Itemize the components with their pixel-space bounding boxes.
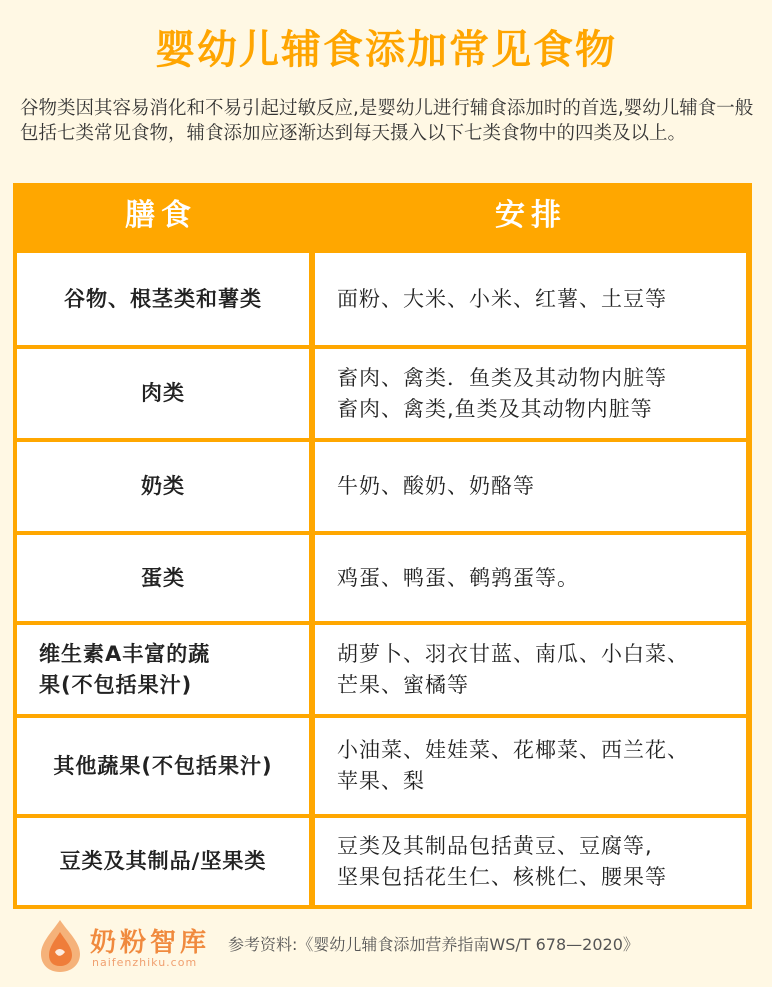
plan-text: 面粉、大米、小米、红薯、土豆等 <box>337 286 667 311</box>
page-title: 婴幼儿辅食添加常见食物 <box>155 27 617 73</box>
diet-text: 谷物、根茎类和薯类 <box>64 286 262 311</box>
diet-cell <box>17 442 309 531</box>
brand-name: 奶粉智库 <box>90 928 211 958</box>
diet-cell <box>17 625 309 714</box>
plan-cell <box>315 535 746 621</box>
table-row <box>13 535 752 621</box>
plan-cell <box>315 718 746 814</box>
table-header <box>13 183 752 249</box>
plan-cell <box>315 818 746 905</box>
plan-text: 芒果、蜜橘等 <box>337 672 469 697</box>
plan-text: 小油菜、娃娃菜、花椰菜、西兰花、 <box>337 738 689 762</box>
diet-cell <box>17 349 309 438</box>
intro-paragraph: 谷物类因其容易消化和不易引起过敏反应,是婴幼儿进行辅食添加时的首选,婴幼儿辅食一般包括七类常见食物，辅食添加应逐渐达到每天摄入以下七类食物中的四类及以上。 <box>20 98 754 144</box>
plan-text: 苹果、梨 <box>337 769 425 793</box>
plan-cell <box>315 625 746 714</box>
plan-text: 鸡蛋、鸭蛋、鹌鹑蛋等。 <box>337 565 579 590</box>
plan-text: 坚果包括花生仁、核桃仁、腰果等 <box>337 864 667 889</box>
diet-text: 维生素A丰富的蔬 <box>39 641 211 666</box>
header-plan: 安排 <box>495 198 567 233</box>
table-row <box>13 718 752 814</box>
diet-cell <box>17 718 309 814</box>
brand-logo <box>38 918 218 974</box>
diet-text: 奶类 <box>141 474 185 498</box>
plan-cell <box>315 253 746 345</box>
diet-cell <box>17 535 309 621</box>
table-row <box>13 625 752 714</box>
plan-text: 胡萝卜、羽衣甘蓝、南瓜、小白菜、 <box>337 641 689 666</box>
plan-text: 畜肉、禽类,鱼类及其动物内脏等 <box>337 396 653 421</box>
plan-text: 豆类及其制品包括黄豆、豆腐等, <box>337 833 653 858</box>
diet-cell <box>17 253 309 345</box>
diet-cell <box>17 818 309 905</box>
diet-text: 肉类 <box>141 381 185 405</box>
table-row <box>13 442 752 531</box>
food-table <box>13 183 752 909</box>
header-diet: 膳食 <box>125 198 197 233</box>
table-row <box>13 349 752 438</box>
reference-note: 参考资料:《婴幼儿辅食添加营养指南WS/T 678—2020》 <box>228 935 639 954</box>
plan-text: 牛奶、酸奶、奶酪等 <box>337 474 535 498</box>
brand-domain: naifenzhiku.com <box>92 956 198 969</box>
diet-text: 果(不包括果汁) <box>39 672 193 697</box>
plan-cell <box>315 442 746 531</box>
table-row <box>13 818 752 905</box>
plan-text: 畜肉、禽类．鱼类及其动物内脏等 <box>337 365 667 390</box>
table-row <box>13 253 752 345</box>
plan-cell <box>315 349 746 438</box>
diet-text: 豆类及其制品/坚果类 <box>59 849 267 873</box>
diet-text: 其他蔬果(不包括果汁) <box>53 753 273 778</box>
diet-text: 蛋类 <box>141 565 185 590</box>
flame-drop-icon <box>38 918 84 974</box>
